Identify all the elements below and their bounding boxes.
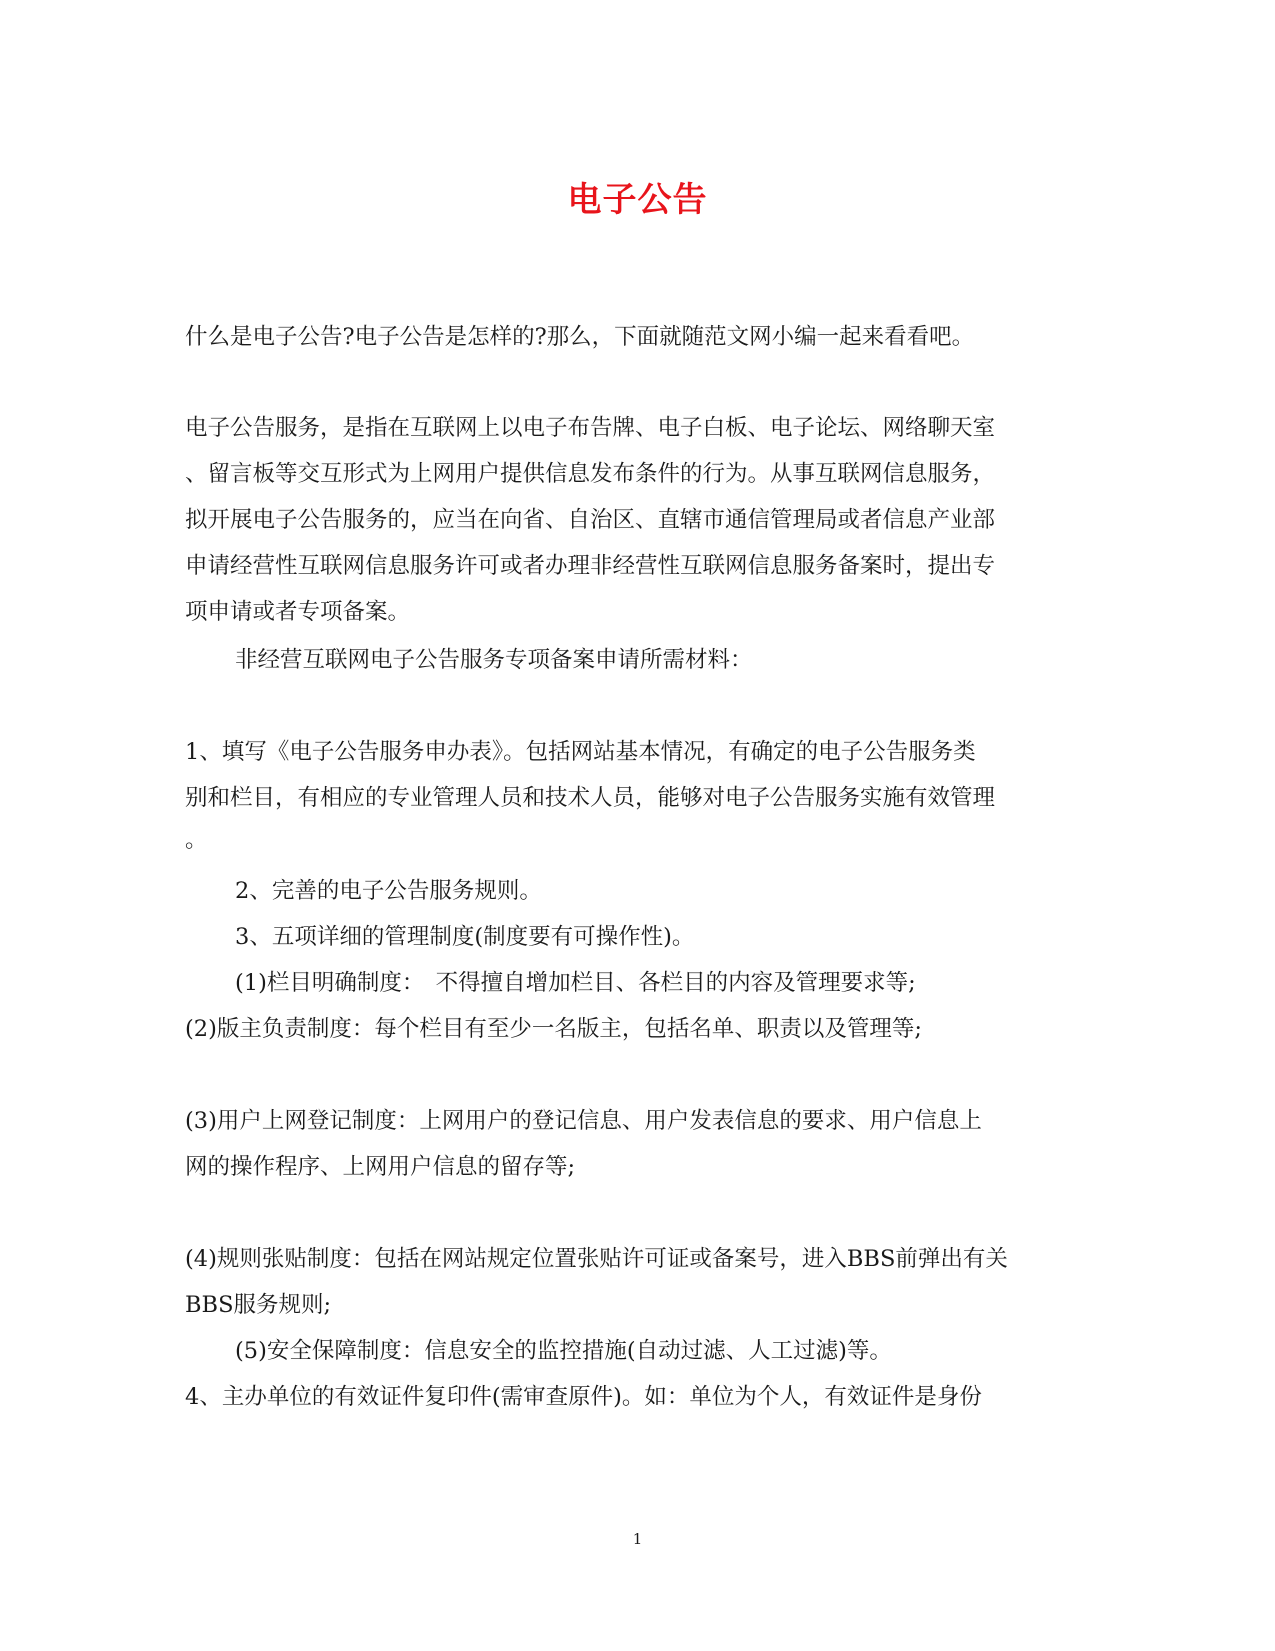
body-line: 3、五项详细的管理制度(制度要有可操作性)。 [235,924,695,950]
body-line: (4)规则张贴制度：包括在网站规定位置张贴许可证或备案号，进入BBS前弹出有关 [185,1246,1008,1272]
body-line: 。 [185,827,208,853]
intro-line: 什么是电子公告?电子公告是怎样的?那么，下面就随范文网小编一起来看看吧。 [185,324,975,350]
body-line: 2、完善的电子公告服务规则。 [235,878,542,904]
body-line: (3)用户上网登记制度：上网用户的登记信息、用户发表信息的要求、用户信息上 [185,1108,982,1134]
body-line: (5)安全保障制度：信息安全的监控措施(自动过滤、人工过滤)等。 [235,1338,892,1364]
body-line: 拟开展电子公告服务的，应当在向省、自治区、直辖市通信管理局或者信息产业部 [185,507,996,533]
body-line: BBS服务规则; [185,1292,332,1318]
document-title: 电子公告 [567,180,708,220]
body-line: 申请经营性互联网信息服务许可或者办理非经营性互联网信息服务备案时，提出专 [185,553,996,579]
body-line: 别和栏目，有相应的专业管理人员和技术人员，能够对电子公告服务实施有效管理 [185,785,996,811]
body-line: 项申请或者专项备案。 [185,599,411,625]
body-line: 网的操作程序、上网用户信息的留存等; [185,1154,576,1180]
body-line: 4、主办单位的有效证件复印件(需审查原件)。如：单位为个人，有效证件是身份 [185,1384,982,1410]
body-line: 非经营互联网电子公告服务专项备案申请所需材料： [235,647,753,673]
body-line: 1、填写《电子公告服务申办表》。包括网站基本情况，有确定的电子公告服务类 [185,739,976,765]
body-line: 、留言板等交互形式为上网用户提供信息发布条件的行为。从事互联网信息服务， [185,461,996,487]
body-line: (1)栏目明确制度： 不得擅自增加栏目、各栏目的内容及管理要求等; [235,970,916,996]
body-line: (2)版主负责制度：每个栏目有至少一名版主，包括名单、职责以及管理等; [185,1016,922,1042]
body-line: 电子公告服务，是指在互联网上以电子布告牌、电子白板、电子论坛、网络聊天室 [185,415,996,441]
page-number: 1 [632,1530,643,1548]
